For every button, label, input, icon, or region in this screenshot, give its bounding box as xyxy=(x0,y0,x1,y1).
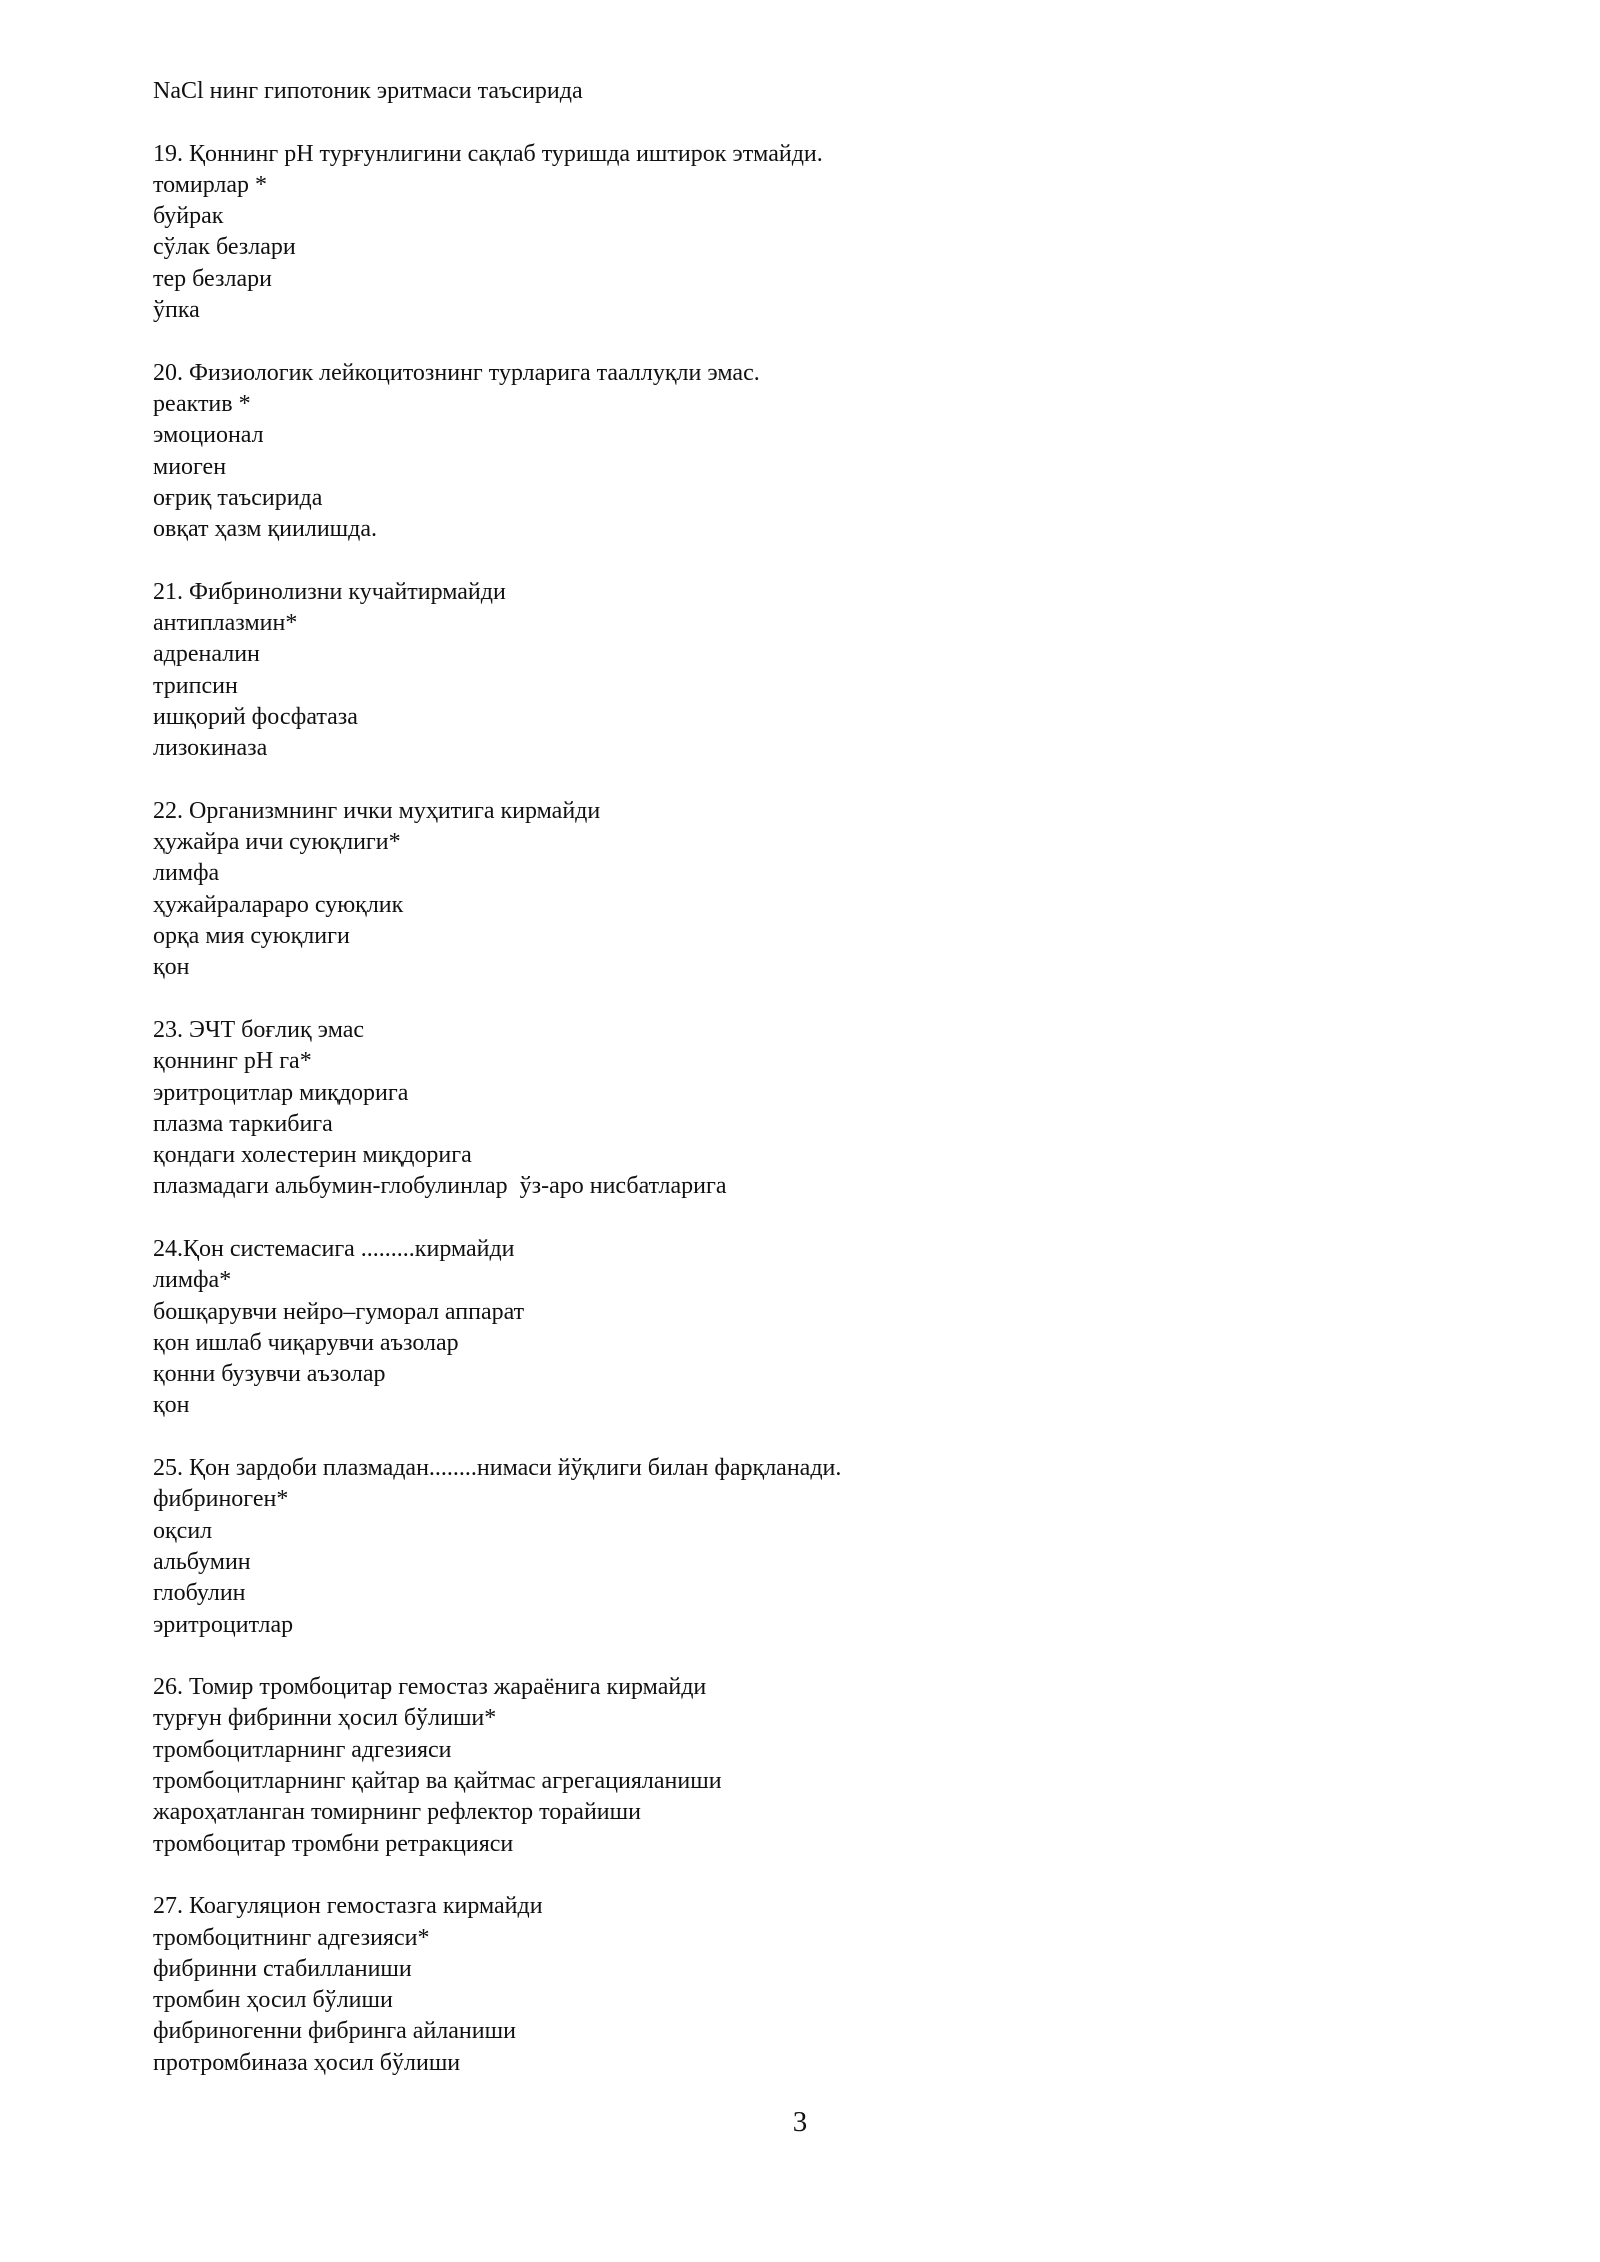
question-block xyxy=(153,577,1453,765)
answer-option: миоген xyxy=(153,453,227,480)
answer-option: қон xyxy=(153,954,190,981)
question-block xyxy=(153,796,1453,984)
question-title: 21. Фибринолизни кучайтирмайди xyxy=(153,578,506,605)
answer-option: қон xyxy=(153,1392,190,1419)
answer-option: оғриқ таъсирида xyxy=(153,484,323,511)
answer-option: сўлак безлари xyxy=(153,234,296,261)
question-block xyxy=(153,1234,1453,1422)
answer-option: фибриногенни фибринга айланиши xyxy=(153,2018,516,2045)
answer-option: эритроцитлар xyxy=(153,1611,294,1638)
answer-option: тер безлари xyxy=(153,265,272,292)
answer-option: қоннинг рН га* xyxy=(153,1048,312,1075)
question-title: 27. Коагуляцион гемостазга кирмайди xyxy=(153,1893,543,1920)
answer-option: буйрак xyxy=(153,203,224,230)
question-title: 20. Физиологик лейкоцитознинг турларига тааллуқли эмас. xyxy=(153,359,760,386)
question-title: 23. ЭЧТ боғлиқ эмас xyxy=(153,1016,365,1043)
answer-option: томирлар * xyxy=(153,171,268,198)
answer-option: оқсил xyxy=(153,1517,213,1544)
question-title: 22. Организмнинг ички муҳитига кирмайди xyxy=(153,797,601,824)
question-block xyxy=(153,1015,1453,1203)
answer-option: глобулин xyxy=(153,1580,246,1607)
answer-option: ўпка xyxy=(153,297,200,324)
answer-option: адреналин xyxy=(153,641,260,668)
answer-option: эмоционал xyxy=(153,422,264,449)
answer-option: трипсин xyxy=(153,672,238,699)
answer-option: лимфа xyxy=(153,860,220,887)
answer-option: тромбин ҳосил бўлиши xyxy=(153,1987,393,2014)
answer-option: тромбоцитнинг адгезияси* xyxy=(153,1924,430,1951)
answer-option: антиплазмин* xyxy=(153,610,298,637)
answer-option: лизокиназа xyxy=(153,735,268,762)
question-title: 19. Қоннинг рН турғунлигини сақлаб туришда иштирок этмайди. xyxy=(153,140,823,167)
page-number: 3 xyxy=(792,2106,808,2138)
question-block xyxy=(153,1891,1453,2079)
answer-option: ишқорий фосфатаза xyxy=(153,703,358,730)
answer-option: альбумин xyxy=(153,1548,251,1575)
answer-option: фибринни стабилланиши xyxy=(153,1955,412,1982)
answer-option: овқат ҳазм қиилишда. xyxy=(153,516,378,543)
answer-option: тромбоцитларнинг адгезияси xyxy=(153,1736,452,1763)
answer-option: қонни бузувчи аъзолар xyxy=(153,1361,386,1388)
question-title: 26. Томир тромбоцитар гемостаз жараёнига кирмайди xyxy=(153,1674,707,1701)
question-block xyxy=(153,1453,1453,1641)
answer-option: ҳужайралараро суюқлик xyxy=(153,891,404,918)
answer-option: қондаги холестерин миқдорига xyxy=(153,1142,472,1169)
answer-option: тромбоцитларнинг қайтар ва қайтмас агрегацияланиши xyxy=(153,1768,722,1795)
question-block xyxy=(153,139,1453,327)
answer-option: ҳужайра ичи суюқлиги* xyxy=(153,829,401,856)
answer-option: орқа мия суюқлиги xyxy=(153,923,350,950)
question-title: 25. Қон зардоби плазмадан........нимаси йўқлиги билан фарқланади. xyxy=(153,1455,842,1482)
answer-option: протромбиназа ҳосил бўлиши xyxy=(153,2049,461,2076)
answer-option: тромбоцитар тромбни ретракцияси xyxy=(153,1830,514,1857)
answer-option: бошқарувчи нейро–гуморал аппарат xyxy=(153,1298,525,1325)
question-list xyxy=(153,139,1453,2079)
answer-option: плазма таркибига xyxy=(153,1110,333,1137)
question-block xyxy=(153,1672,1453,1860)
answer-option: жароҳатланган томирнинг рефлектор торайиши xyxy=(153,1799,641,1826)
intro-line: NaCl нинг гипотоник эритмаси таъсирида xyxy=(153,78,583,104)
answer-option: қон ишлаб чиқарувчи аъзолар xyxy=(153,1329,459,1356)
answer-option: эритроцитлар миқдорига xyxy=(153,1079,409,1106)
question-block xyxy=(153,358,1453,546)
answer-option: реактив * xyxy=(153,390,251,417)
page-content xyxy=(153,76,1453,2110)
answer-option: плазмадаги альбумин-глобулинлар ўз-аро нисбатларига xyxy=(153,1173,727,1200)
answer-option: фибриноген* xyxy=(153,1486,289,1513)
answer-option: турғун фибринни ҳосил бўлиши* xyxy=(153,1705,497,1732)
answer-option: лимфа* xyxy=(153,1267,232,1294)
question-title: 24.Қон системасига .........кирмайди xyxy=(153,1235,515,1262)
